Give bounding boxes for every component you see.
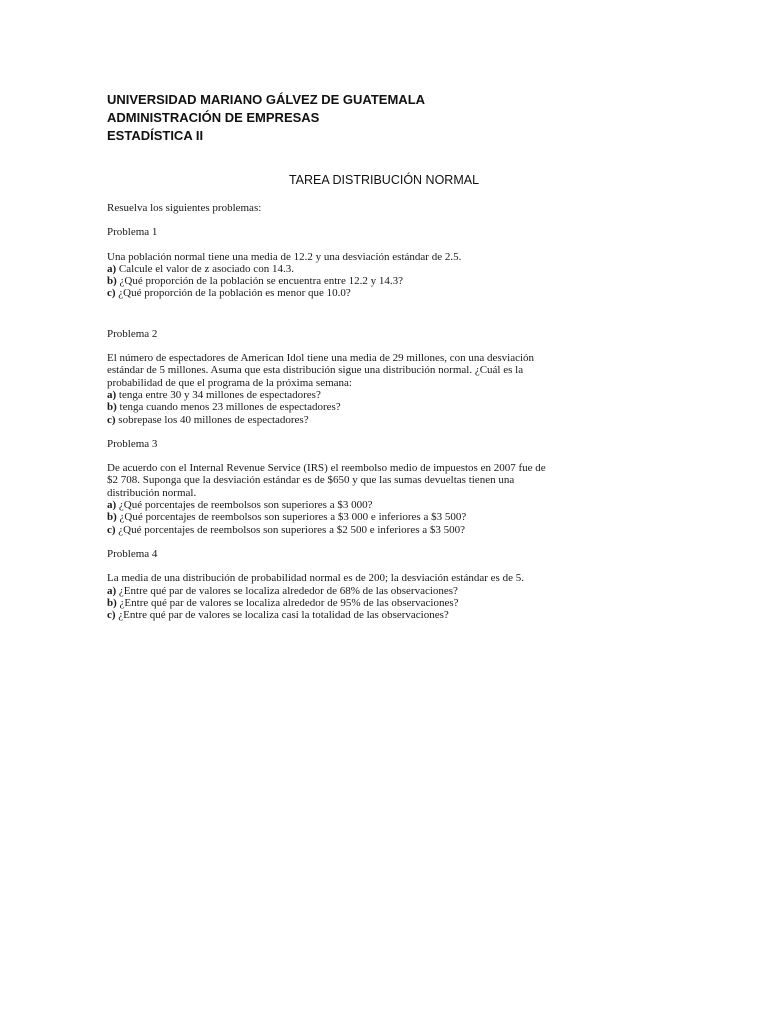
- document-body: [107, 202, 547, 633]
- problem-statement: El número de espectadores de American Idol tiene una media de 29 millones, con una desviación estándar de 5 millones. Asuma que esta distribución sigue una distribución normal. ¿Cuál es la probabilidad de que el programa de la próxima semana:: [107, 352, 535, 389]
- assignment-title: TAREA DISTRIBUCIÓN NORMAL: [288, 173, 480, 187]
- problem-3: [107, 438, 547, 536]
- question-text: ¿Entre qué par de valores se localiza alrededor de 95% de las observaciones?: [119, 596, 459, 609]
- question-item: [107, 609, 547, 621]
- question-item: [107, 263, 547, 275]
- question-text: ¿Entre qué par de valores se localiza alrededor de 68% de las observaciones?: [118, 584, 458, 597]
- problem-title: Problema 3: [107, 437, 158, 450]
- question-item: [107, 287, 547, 299]
- question-letter: a): [107, 388, 117, 401]
- problem-4: [107, 548, 547, 621]
- question-letter: c): [107, 413, 116, 426]
- question-item: [107, 524, 547, 536]
- problem-title: Problema 4: [107, 547, 158, 560]
- question-item: [107, 585, 547, 597]
- problem-statement: Una población normal tiene una media de 12.2 y una desviación estándar de 2.5.: [107, 250, 462, 263]
- problem-statement: De acuerdo con el Internal Revenue Service (IRS) el reembolso medio de impuestos en 2007 fue de $2 708. Suponga que la desviación estándar es de $650 y que las sumas devueltas tienen una distribución normal.: [107, 462, 546, 499]
- question-text: Calcule el valor de z asociado con 14.3.: [118, 262, 294, 275]
- question-item: [107, 414, 547, 426]
- question-letter: b): [107, 511, 117, 524]
- question-text: tenga entre 30 y 34 millones de espectadores?: [118, 388, 321, 401]
- question-item: [107, 401, 547, 413]
- question-text: ¿Qué porcentajes de reembolsos son superiores a $2 500 e inferiores a $3 500?: [118, 523, 465, 536]
- question-letter: c): [107, 523, 116, 536]
- question-letter: a): [107, 584, 117, 597]
- question-letter: b): [107, 596, 117, 609]
- question-text: ¿Qué porcentajes de reembolsos son superiores a $3 000 e inferiores a $3 500?: [119, 511, 467, 524]
- question-text: ¿Entre qué par de valores se localiza casi la totalidad de las observaciones?: [118, 609, 449, 622]
- faculty-name: ADMINISTRACIÓN DE EMPRESAS: [107, 110, 320, 125]
- question-item: [107, 499, 547, 511]
- problem-1: [107, 226, 547, 299]
- question-item: [107, 597, 547, 609]
- university-name: UNIVERSIDAD MARIANO GÁLVEZ DE GUATEMALA: [107, 92, 426, 107]
- course-name: ESTADÍSTICA II: [107, 128, 204, 143]
- question-item: [107, 511, 547, 523]
- question-text: ¿Qué porcentajes de reembolsos son superiores a $3 000?: [118, 499, 373, 512]
- document-header: [107, 91, 507, 145]
- question-text: ¿Qué proporción de la población es menor que 10.0?: [118, 287, 351, 300]
- question-letter: c): [107, 609, 116, 622]
- question-letter: a): [107, 262, 117, 275]
- problem-2: [107, 328, 547, 426]
- question-letter: c): [107, 287, 116, 300]
- question-text: tenga cuando menos 23 millones de espectadores?: [119, 401, 341, 414]
- question-item: [107, 389, 547, 401]
- question-text: sobrepase los 40 millones de espectadores?: [118, 413, 309, 426]
- question-letter: a): [107, 499, 117, 512]
- instructions: Resuelva los siguientes problemas:: [107, 202, 262, 214]
- question-letter: b): [107, 275, 117, 288]
- question-item: [107, 275, 547, 287]
- question-letter: b): [107, 401, 117, 414]
- problem-title: Problema 2: [107, 327, 158, 340]
- problem-title: Problema 1: [107, 226, 158, 239]
- problem-statement: La media de una distribución de probabilidad normal es de 200; la desviación estándar es de 5.: [107, 572, 524, 585]
- question-text: ¿Qué proporción de la población se encuentra entre 12.2 y 14.3?: [119, 275, 403, 288]
